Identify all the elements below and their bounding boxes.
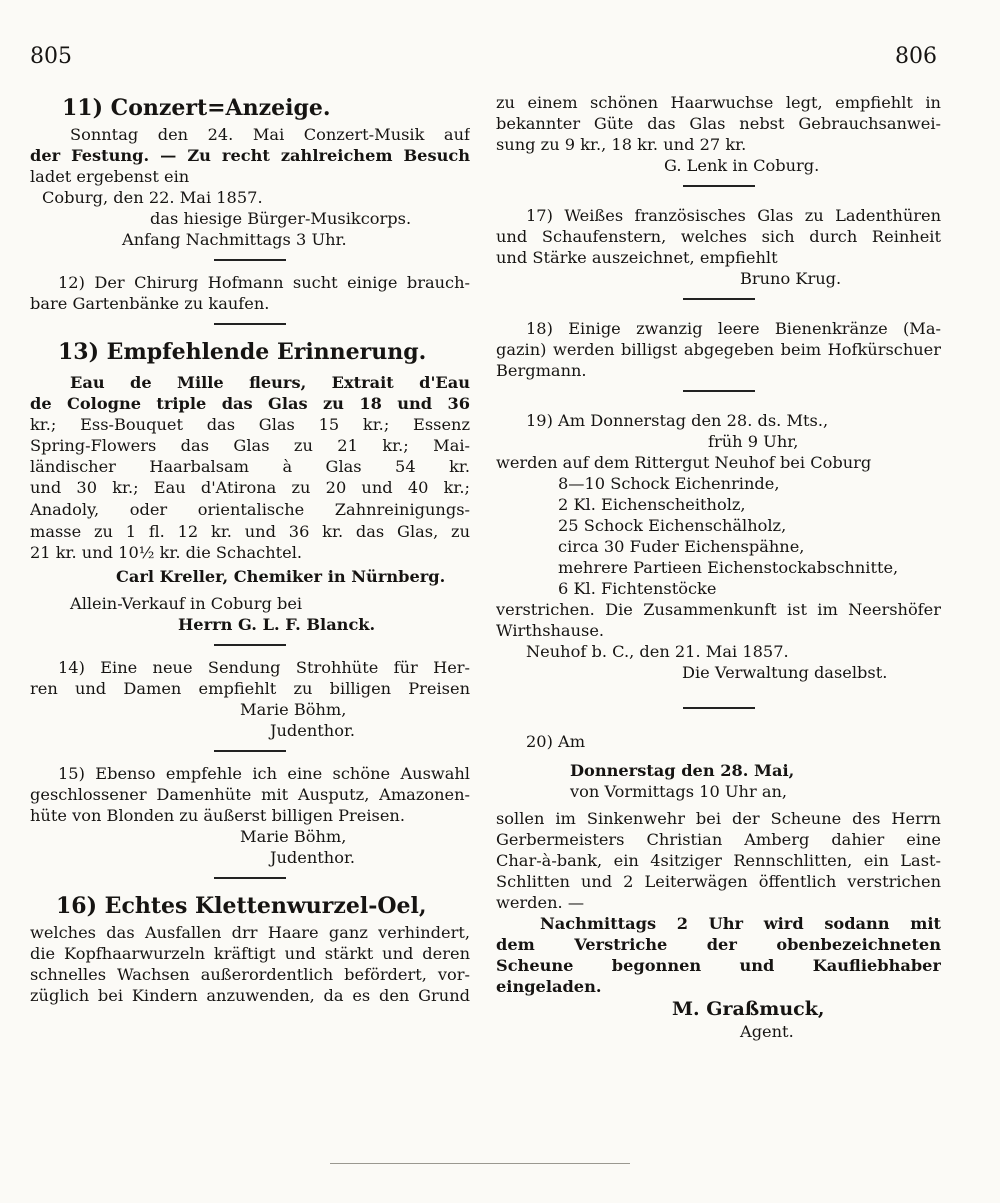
ad-18-line: Bergmann. <box>496 361 587 380</box>
ad-13-line: Eau de Mille fleurs, Extrait d'Eau <box>70 373 470 392</box>
ad-11-line: der Festung. — Zu recht zahlreichem Besuch <box>30 146 470 165</box>
ad-12-line: 12) Der Chirurg Hofmann sucht einige brauch- <box>58 273 470 292</box>
ad-14-line: 14) Eine neue Sendung Strohhüte für Her- <box>58 658 470 677</box>
separator-rule <box>683 707 755 709</box>
ad-11-line: das hiesige Bürger-Musikcorps. <box>150 209 412 228</box>
right-column <box>496 92 941 1042</box>
ad-13-line: Allein-Verkauf in Coburg bei <box>70 594 303 613</box>
ad-20-line: werden. — <box>496 893 585 912</box>
ad-18-line: gazin) werden billigst abgegeben beim Hofkürschuer <box>496 340 941 359</box>
ad-13-line: de Cologne triple das Glas zu 18 und 36 <box>30 394 470 413</box>
ad-18-line: 18) Einige zwanzig leere Bienenkränze (Ma- <box>526 319 941 338</box>
ad-15-line: 15) Ebenso empfehle ich eine schöne Auswahl <box>58 764 470 783</box>
separator-rule <box>214 877 286 879</box>
ad-20-line: Char-à-bank, ein 4sitziger Rennschlitten, ein Last- <box>496 851 941 870</box>
ad-16-line: welches das Ausfallen drr Haare ganz verhindert, <box>30 923 470 942</box>
ad-17-line: 17) Weißes französisches Glas zu Ladenthüren <box>526 206 941 225</box>
ad-15-line: Judenthor. <box>270 848 356 867</box>
ad-20-line: 20) Am <box>526 732 586 751</box>
ad-20-line: von Vormittags 10 Uhr an, <box>570 782 788 801</box>
ad-13-header: 13) Empfehlende Erinnerung. <box>58 339 427 365</box>
ad-20-line: Donnerstag den 28. Mai, <box>570 761 795 780</box>
ad-11-line: ladet ergebenst ein <box>30 167 190 186</box>
separator-rule <box>214 750 286 752</box>
ad-20-line: Schlitten und 2 Leiterwägen öffentlich verstrichen <box>496 872 941 891</box>
ad-20-line: sollen im Sinkenwehr bei der Scheune des Herrn <box>496 809 941 828</box>
ad-16-line: die Kopfhaarwurzeln kräftigt und stärkt und deren <box>30 944 470 963</box>
ad-13-line: 21 kr. und 10½ kr. die Schachtel. <box>30 543 303 562</box>
ad-16-line: G. Lenk in Coburg. <box>664 156 820 175</box>
ad-13-line: ländischer Haarbalsam à Glas 54 kr. <box>30 457 470 476</box>
ad-19-line: 2 Kl. Eichenscheitholz, <box>558 495 746 514</box>
ad-13-line: masse zu 1 fl. 12 kr. und 36 kr. das Glas, zu <box>30 522 470 541</box>
ad-14-line: Judenthor. <box>270 721 356 740</box>
ad-15-line: hüte von Blonden zu äußerst billigen Preisen. <box>30 806 405 825</box>
ad-20-line: Agent. <box>740 1022 794 1041</box>
ad-11-header: 11) Conzert=Anzeige. <box>62 95 331 121</box>
ad-20-line: Nachmittags 2 Uhr wird sodann mit <box>540 914 941 933</box>
bottom-rule <box>330 1163 630 1164</box>
ad-19-line: Die Verwaltung daselbst. <box>682 663 888 682</box>
ad-13-line: Spring-Flowers das Glas zu 21 kr.; Mai- <box>30 436 470 455</box>
ad-13-line: Herrn G. L. F. Blanck. <box>178 615 376 634</box>
ad-13-line: Carl Kreller, Chemiker in Nürnberg. <box>116 567 446 586</box>
ad-11-line: Sonntag den 24. Mai Conzert-Musik auf <box>70 125 470 144</box>
ad-20-line: M. Graßmuck, <box>672 998 825 1020</box>
separator-rule <box>214 259 286 261</box>
ad-19-line: 8—10 Schock Eichenrinde, <box>558 474 780 493</box>
left-column <box>30 92 470 1006</box>
separator-rule <box>683 298 755 300</box>
ad-15-line: Marie Böhm, <box>240 827 347 846</box>
ad-20-line: Scheune begonnen und Kaufliebhaber <box>496 956 941 975</box>
ad-14-line: ren und Damen empfiehlt zu billigen Preisen <box>30 679 470 698</box>
ad-16-line: züglich bei Kindern anzuwenden, da es den Grund <box>30 986 470 1005</box>
ad-16-line: schnelles Wachsen außerordentlich befördert, vor- <box>30 965 470 984</box>
separator-rule <box>683 185 755 187</box>
ad-11-line: Coburg, den 22. Mai 1857. <box>42 188 263 207</box>
ad-13-line: kr.; Ess-Bouquet das Glas 15 kr.; Essenz <box>30 415 470 434</box>
ad-19-line: mehrere Partieen Eichenstockabschnitte, <box>558 558 899 577</box>
separator-rule <box>683 390 755 392</box>
page-number-right: 806 <box>895 44 937 69</box>
ad-19-line: circa 30 Fuder Eichenspähne, <box>558 537 805 556</box>
ad-14-line: Marie Böhm, <box>240 700 347 719</box>
ad-19-line: 19) Am Donnerstag den 28. ds. Mts., <box>526 411 829 430</box>
ad-17-line: und Stärke auszeichnet, empfiehlt <box>496 248 778 267</box>
ad-19-line: 25 Schock Eichenschälholz, <box>558 516 787 535</box>
ad-20-line: Gerbermeisters Christian Amberg dahier eine <box>496 830 941 849</box>
ad-16-line: zu einem schönen Haarwuchse legt, empfiehlt in <box>496 93 941 112</box>
ad-19-line: früh 9 Uhr, <box>708 432 799 451</box>
ad-20-line: eingeladen. <box>496 977 602 996</box>
separator-rule <box>214 644 286 646</box>
ad-12-line: bare Gartenbänke zu kaufen. <box>30 294 270 313</box>
ad-20-line: dem Verstriche der obenbezeichneten <box>496 935 941 954</box>
ad-17-line: und Schaufenstern, welches sich durch Reinheit <box>496 227 941 246</box>
ad-13-line: und 30 kr.; Eau d'Atirona zu 20 und 40 kr.; <box>30 478 470 497</box>
ad-16-line: sung zu 9 kr., 18 kr. und 27 kr. <box>496 135 747 154</box>
ad-15-line: geschlossener Damenhüte mit Ausputz, Amazonen- <box>30 785 470 804</box>
ad-17-line: Bruno Krug. <box>740 269 842 288</box>
ad-19-line: werden auf dem Rittergut Neuhof bei Coburg <box>496 453 872 472</box>
ad-19-line: 6 Kl. Fichtenstöcke <box>558 579 717 598</box>
ad-16-header: 16) Echtes Klettenwurzel-Oel, <box>56 893 427 919</box>
ad-19-line: Wirthshause. <box>496 621 605 640</box>
ad-16-line: bekannter Güte das Glas nebst Gebrauchsanwei- <box>496 114 941 133</box>
ad-19-line: verstrichen. Die Zusammenkunft ist im Neershöfer <box>496 600 941 619</box>
page-number-left: 805 <box>30 44 72 69</box>
ad-19-line: Neuhof b. C., den 21. Mai 1857. <box>526 642 789 661</box>
separator-rule <box>214 323 286 325</box>
ad-13-line: Anadoly, oder orientalische Zahnreinigungs- <box>30 500 470 519</box>
ad-11-line: Anfang Nachmittags 3 Uhr. <box>122 230 347 249</box>
